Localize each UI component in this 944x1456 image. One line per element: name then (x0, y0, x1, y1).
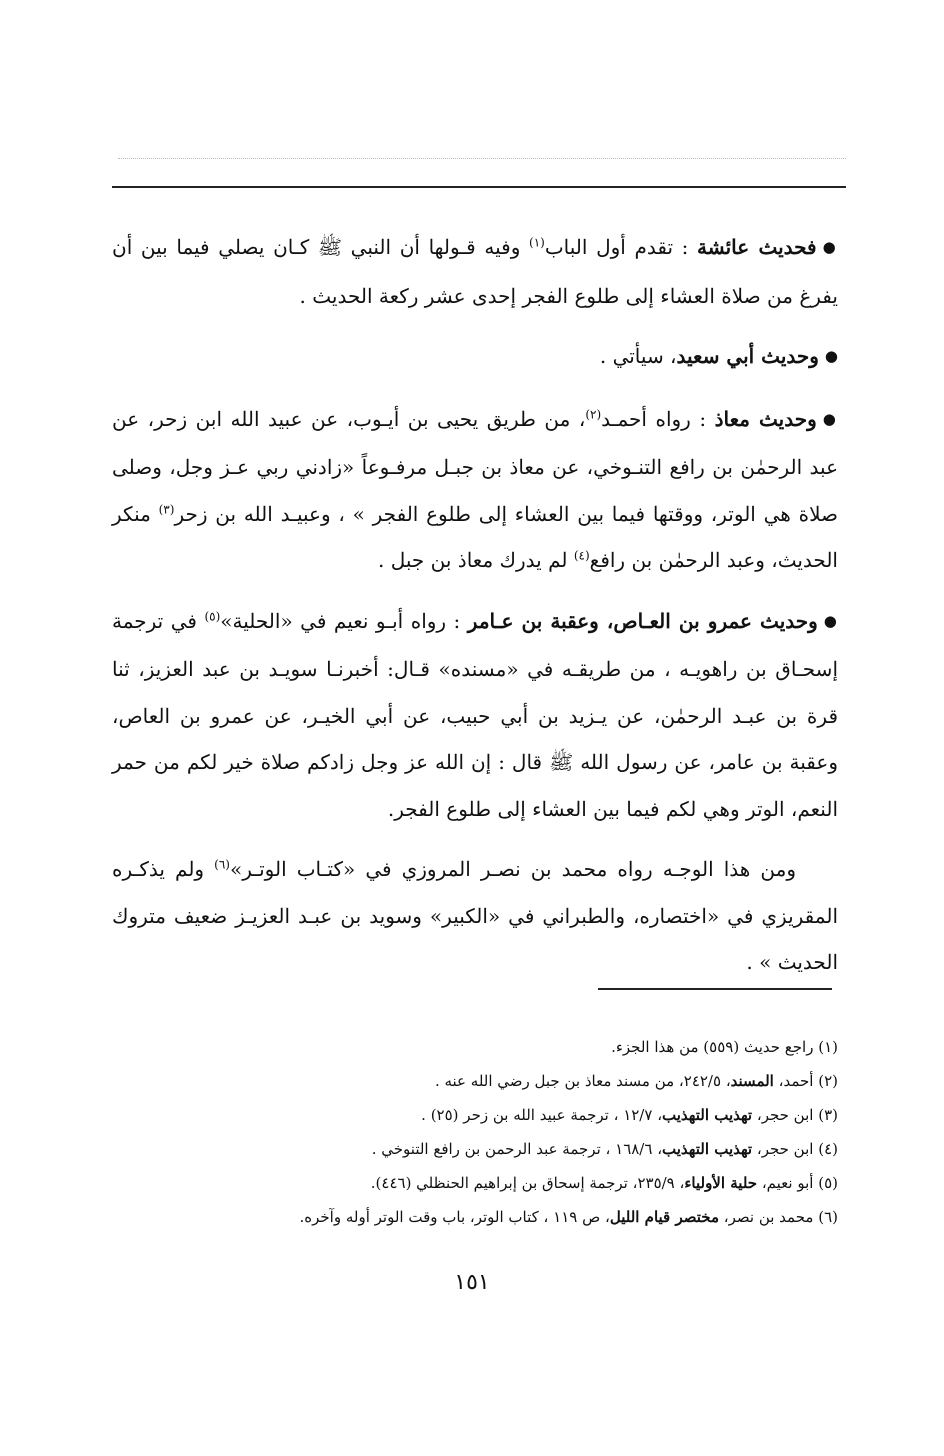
footnote-book-title: مختصر قيام الليل (609, 1208, 719, 1226)
footnote-book-title: تهذيب التهذيب (662, 1140, 753, 1158)
paragraph-text: ، من طريق يحيى بن أيـوب، عن عبيد الله ابن زحر، عن عبد الرحمٰن بن رافع التنـوخي، عن معاذ بن جبـل مرفـوعاً «زادني ربي عـز وجل، وصلى صلاة هي الوتر، ووقتها فيما بين العشاء إلى طلوع الفجر » ، وعبيـد الله بن زحر (112, 406, 839, 526)
footnote-text: ، ١٦٨/٦ ، ترجمة عبد الرحمن بن رافع التنوخي . (371, 1140, 663, 1158)
footnote-book-title: تهذيب التهذيب (662, 1106, 753, 1124)
footnote-separator (598, 988, 832, 990)
paragraph-text: ، سيأتي . (599, 344, 677, 368)
footnote-text: ، ٢٤٢/٥، من مسند معاذ بن جبل رضي الله عنه . (434, 1072, 731, 1090)
paragraph-muadh (112, 396, 838, 584)
bullet-icon: ● (823, 611, 838, 630)
header-dotted-line (118, 158, 846, 159)
paragraph-text: في ترجمة إسحـاق بن راهويـه ، من طريقـه في «مسنده» قـال: أخبرنـا سويـد بن عبد العزيز، ثنا قرة بن عبـد الرحمٰن، عن يـزيد بن أبي حبيب، عن أبي الخيـر، عن عمرو بن العاص، وعقبة بن عامر، عن رسول الله ﷺ قال : إن الله عز وجل زادكم صلاة خير لكم من حمر النعم، الوتر وهي لكم فيما بين العشاء إلى طلوع الفجر. (112, 608, 838, 821)
paragraph-amr (112, 598, 838, 833)
footnote-text: (٤) ابن حجر، (752, 1140, 838, 1158)
footnote-5 (112, 1166, 838, 1200)
header-rule (112, 186, 846, 188)
paragraph-heading: فحديث عائشة (697, 235, 817, 259)
footnote-3 (112, 1098, 838, 1132)
footnote-6 (112, 1200, 838, 1234)
paragraph-heading: وحديث معاذ (714, 406, 817, 431)
bullet-icon: ● (822, 409, 838, 428)
bullet-icon: ● (824, 347, 838, 365)
paragraph-heading: وحديث أبي سعيد (676, 344, 819, 368)
footnote-text: (١) راجع حديث (٥٥٩) من هذا الجزء. (611, 1038, 838, 1056)
paragraph-text: لم يدرك معاذ بن جبل . (378, 548, 574, 572)
footnote-text: (٣) ابن حجر، (752, 1106, 838, 1124)
paragraph-aisha (112, 224, 838, 319)
bullet-icon: ● (822, 238, 838, 256)
paragraph-text: ولم يذكـره المقريزي في «اختصاره، والطبراني في «الكبير» وسويد بن عبـد العزيـز ضعيف متروك الحديث » . (112, 857, 838, 974)
paragraph-marwazi (112, 846, 838, 986)
footnote-ref: (٢) (585, 406, 602, 421)
footnotes (112, 1030, 838, 1234)
paragraph-text: منكر الحديث، وعبد الرحمٰن بن رافع (112, 501, 838, 572)
paragraph-heading: وحديث عمرو بن العـاص، وعقبة بن عـامر (467, 608, 818, 633)
footnote-ref: (٦) (214, 857, 230, 872)
paragraph-text: : رواه أحمـد (601, 406, 715, 431)
footnote-text: (٥) أبو نعيم، (757, 1174, 838, 1192)
footnote-ref: (٣) (158, 501, 175, 516)
footnote-text: (٦) محمد بن نصر، (718, 1208, 838, 1226)
footnote-2 (112, 1064, 838, 1098)
footnote-ref: (٤) (573, 548, 590, 563)
paragraph-text: : رواه أبـو نعيم في «الحلية» (220, 608, 468, 633)
paragraph-text: ومن هذا الوجـه رواه محمد بن نصـر المروزي في «كتـاب الوتـر» (229, 857, 796, 881)
footnote-text: ، ص ١١٩ ، كتاب الوتر، باب وقت الوتر أوله وآخره. (299, 1208, 610, 1226)
paragraph-text: وفيه قـولها أن النبي ﷺ كـان يصلي فيما بين أن يفرغ من صلاة العشاء إلى طلوع الفجر إحدى عشر ركعة الحديث . (112, 235, 838, 308)
page-number: ١٥١ (454, 1270, 490, 1295)
footnote-ref: (٥) (204, 608, 221, 623)
footnote-book-title: المسند (730, 1072, 774, 1090)
footnote-text: ، ١٢/٧ ، ترجمة عبيد الله بن زحر (٢٥) . (421, 1106, 663, 1124)
footnote-ref: (١) (529, 235, 545, 250)
footnote-book-title: حلية الأولياء (684, 1174, 758, 1192)
paragraph-text: : تقدم أول الباب (544, 235, 698, 259)
footnote-text: (٢) أحمد، (773, 1072, 838, 1090)
footnote-text: ، ٢٣٥/٩، ترجمة إسحاق بن إبراهيم الحنظلي (٤٤٦). (370, 1174, 685, 1192)
footnote-4 (112, 1132, 838, 1166)
footnote-1 (112, 1030, 838, 1064)
main-text (112, 224, 838, 1000)
paragraph-abu-said (112, 333, 838, 382)
